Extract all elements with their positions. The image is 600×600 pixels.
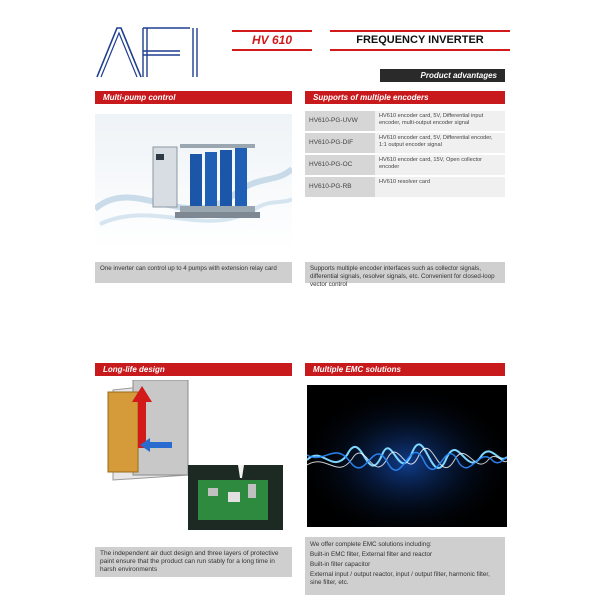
multi-pump-image xyxy=(95,114,292,249)
encoder-row xyxy=(305,133,505,153)
afi-logo xyxy=(95,25,200,80)
emc-item: Built-in EMC filter, External filter and reactor xyxy=(310,551,433,558)
model-label: HV 610 xyxy=(232,30,312,51)
encoder-desc: HV610 resolver card xyxy=(375,177,505,197)
long-life-image xyxy=(98,380,288,530)
emc-solutions-list xyxy=(305,537,505,595)
encoder-row xyxy=(305,111,505,131)
long-life-caption: The independent air duct design and three layers of protective paint ensure that the product can run stably for a long time in harsh environments xyxy=(95,547,292,577)
emc-item: External input / output reactor, input / output filter, harmonic filter, sine filter, etc. xyxy=(310,571,490,586)
encoder-code: HV610-PG-DIF xyxy=(305,133,375,153)
long-life-title: Long-life design xyxy=(95,363,292,376)
encoder-code: HV610-PG-UVW xyxy=(305,111,375,131)
encoders-title: Supports of multiple encoders xyxy=(305,91,505,104)
product-advantages-bar: Product advantages xyxy=(380,69,505,82)
emc-title: Multiple EMC solutions xyxy=(305,363,505,376)
emc-item: Built-in filter capacitor xyxy=(310,561,371,568)
document-title: FREQUENCY INVERTER xyxy=(330,30,510,51)
encoder-desc: HV610 encoder card, 15V, Open collector encoder xyxy=(375,155,505,175)
encoder-code: HV610-PG-RB xyxy=(305,177,375,197)
encoders-table xyxy=(305,111,505,199)
encoder-desc: HV610 encoder card, 5V, Differential input encoder, multi-output encoder signal xyxy=(375,111,505,131)
encoder-row xyxy=(305,155,505,175)
encoder-row xyxy=(305,177,505,197)
encoder-desc: HV610 encoder card, 5V, Differential encoder, 1:1 output encoder signal xyxy=(375,133,505,153)
multi-pump-title: Multi-pump control xyxy=(95,91,292,104)
encoder-code: HV610-PG-OC xyxy=(305,155,375,175)
encoders-caption: Supports multiple encoder interfaces such as collector signals, differential signals, resolver signals, etc. Convenient for closed-loop vector control xyxy=(305,262,505,283)
emc-item: We offer complete EMC solutions including: xyxy=(310,541,432,548)
multi-pump-caption: One inverter can control up to 4 pumps with extension relay card xyxy=(95,262,292,283)
emc-wave-image xyxy=(307,385,507,527)
